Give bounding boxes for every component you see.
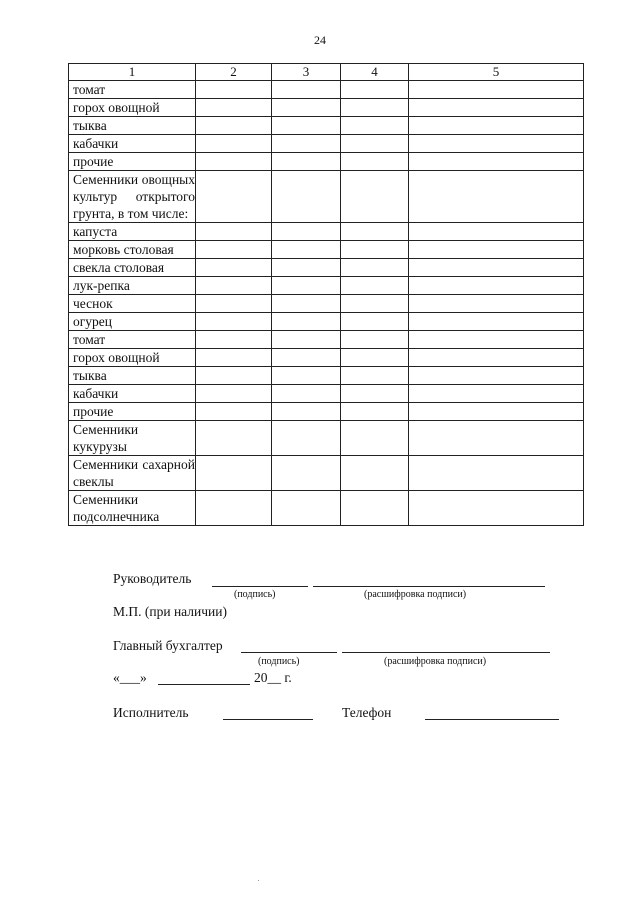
cell-col-2[interactable] [196,99,272,117]
header-col-3: 3 [272,64,341,81]
page-number: 24 [314,33,326,47]
cell-col-2[interactable] [196,421,272,456]
table-row [69,277,584,295]
cell-col-3[interactable] [272,223,341,241]
cell-col-4[interactable] [341,403,409,421]
cell-col-3[interactable] [272,99,341,117]
cell-col-5[interactable] [409,241,584,259]
cell-col-3[interactable] [272,81,341,99]
cell-col-2[interactable] [196,241,272,259]
date-year: 20__ г. [254,670,292,685]
cell-col-3[interactable] [272,259,341,277]
row-label: огурец [69,313,196,331]
cell-col-5[interactable] [409,313,584,331]
cell-col-2[interactable] [196,135,272,153]
cell-col-4[interactable] [341,135,409,153]
cell-col-4[interactable] [341,117,409,135]
cell-col-5[interactable] [409,171,584,223]
header-col-1: 1 [69,64,196,81]
row-label: Семенники овощных культур открытого грунта, в том числе: [69,171,196,223]
table-row [69,491,584,526]
table-row [69,313,584,331]
cell-col-4[interactable] [341,99,409,117]
cell-col-3[interactable] [272,331,341,349]
row-label: томат [69,331,196,349]
cell-col-5[interactable] [409,99,584,117]
cell-col-4[interactable] [341,421,409,456]
head-signature-caption: (подпись) [234,589,276,600]
date-month-line[interactable] [158,684,250,685]
cell-col-5[interactable] [409,349,584,367]
cell-col-3[interactable] [272,456,341,491]
row-label: Семенники сахарной свеклы [69,456,196,491]
cell-col-3[interactable] [272,171,341,223]
cell-col-2[interactable] [196,277,272,295]
cell-col-2[interactable] [196,153,272,171]
cell-col-5[interactable] [409,421,584,456]
cell-col-3[interactable] [272,349,341,367]
cell-col-4[interactable] [341,277,409,295]
cell-col-3[interactable] [272,277,341,295]
cell-col-4[interactable] [341,259,409,277]
table-row [69,421,584,456]
table-row [69,99,584,117]
table-row [69,403,584,421]
table-row [69,135,584,153]
table-row [69,367,584,385]
cell-col-3[interactable] [272,117,341,135]
cell-col-5[interactable] [409,367,584,385]
cell-col-4[interactable] [341,349,409,367]
cell-col-5[interactable] [409,277,584,295]
cell-col-3[interactable] [272,421,341,456]
cell-col-5[interactable] [409,491,584,526]
table-row [69,241,584,259]
row-label: кабачки [69,135,196,153]
table-row [69,259,584,277]
cell-col-2[interactable] [196,223,272,241]
table-row [69,223,584,241]
row-label: томат [69,81,196,99]
cell-col-2[interactable] [196,81,272,99]
cell-col-4[interactable] [341,491,409,526]
cell-col-5[interactable] [409,456,584,491]
table-header-row [69,64,584,81]
cell-col-5[interactable] [409,153,584,171]
executor-label: Исполнитель [113,705,189,720]
header-col-5: 5 [409,64,584,81]
header-col-4: 4 [341,64,409,81]
cell-col-4[interactable] [341,153,409,171]
cell-col-2[interactable] [196,117,272,135]
cell-col-4[interactable] [341,295,409,313]
cell-col-4[interactable] [341,331,409,349]
cell-col-4[interactable] [341,241,409,259]
accountant-decode-caption: (расшифровка подписи) [384,656,487,667]
row-label: тыква [69,117,196,135]
cell-col-5[interactable] [409,135,584,153]
cell-col-2[interactable] [196,171,272,223]
row-label: Семенники кукурузы [69,421,196,456]
cell-col-3[interactable] [272,135,341,153]
row-label: прочие [69,153,196,171]
row-label: горох овощной [69,99,196,117]
table-row [69,153,584,171]
table-row [69,117,584,135]
table-row [69,295,584,313]
cell-col-2[interactable] [196,403,272,421]
row-label: чеснок [69,295,196,313]
scan-dot [258,880,259,881]
head-decode-line[interactable] [313,586,545,587]
table-row [69,385,584,403]
head-signature-line[interactable] [212,586,308,587]
table-row [69,81,584,99]
accountant-label: Главный бухгалтер [113,638,223,653]
cell-col-2[interactable] [196,456,272,491]
cell-col-2[interactable] [196,367,272,385]
row-label: горох овощной [69,349,196,367]
phone-line[interactable] [425,719,559,720]
cell-col-3[interactable] [272,403,341,421]
cell-col-2[interactable] [196,259,272,277]
accountant-signature-line[interactable] [241,652,337,653]
row-label: свекла столовая [69,259,196,277]
cell-col-5[interactable] [409,403,584,421]
cell-col-3[interactable] [272,153,341,171]
phone-label: Телефон [342,705,392,720]
row-label: лук-репка [69,277,196,295]
cell-col-2[interactable] [196,385,272,403]
cell-col-2[interactable] [196,295,272,313]
cell-col-3[interactable] [272,313,341,331]
row-label: тыква [69,367,196,385]
seed-form-table [68,63,584,526]
table-row [69,349,584,367]
cell-col-4[interactable] [341,171,409,223]
executor-line[interactable] [223,719,313,720]
cell-col-4[interactable] [341,385,409,403]
cell-col-2[interactable] [196,349,272,367]
cell-col-2[interactable] [196,313,272,331]
table-row [69,331,584,349]
row-label: кабачки [69,385,196,403]
cell-col-3[interactable] [272,295,341,313]
row-label: капуста [69,223,196,241]
table-row [69,171,584,223]
cell-col-4[interactable] [341,223,409,241]
cell-col-3[interactable] [272,491,341,526]
cell-col-5[interactable] [409,295,584,313]
cell-col-4[interactable] [341,313,409,331]
cell-col-3[interactable] [272,367,341,385]
cell-col-4[interactable] [341,367,409,385]
cell-col-5[interactable] [409,385,584,403]
head-decode-caption: (расшифровка подписи) [364,589,467,600]
cell-col-5[interactable] [409,81,584,99]
cell-col-5[interactable] [409,259,584,277]
head-label: Руководитель [113,571,192,586]
cell-col-2[interactable] [196,491,272,526]
cell-col-5[interactable] [409,331,584,349]
date-prefix: «___» [113,670,147,685]
table-body [69,81,584,526]
cell-col-5[interactable] [409,223,584,241]
cell-col-3[interactable] [272,241,341,259]
accountant-signature-caption: (подпись) [258,656,300,667]
row-label: Семенники подсолнечника [69,491,196,526]
row-label: морковь столовая [69,241,196,259]
cell-col-5[interactable] [409,117,584,135]
header-col-2: 2 [196,64,272,81]
cell-col-3[interactable] [272,385,341,403]
table-row [69,456,584,491]
cell-col-2[interactable] [196,331,272,349]
cell-col-4[interactable] [341,81,409,99]
accountant-decode-line[interactable] [342,652,550,653]
row-label: прочие [69,403,196,421]
cell-col-4[interactable] [341,456,409,491]
stamp-label: М.П. (при наличии) [113,604,227,619]
